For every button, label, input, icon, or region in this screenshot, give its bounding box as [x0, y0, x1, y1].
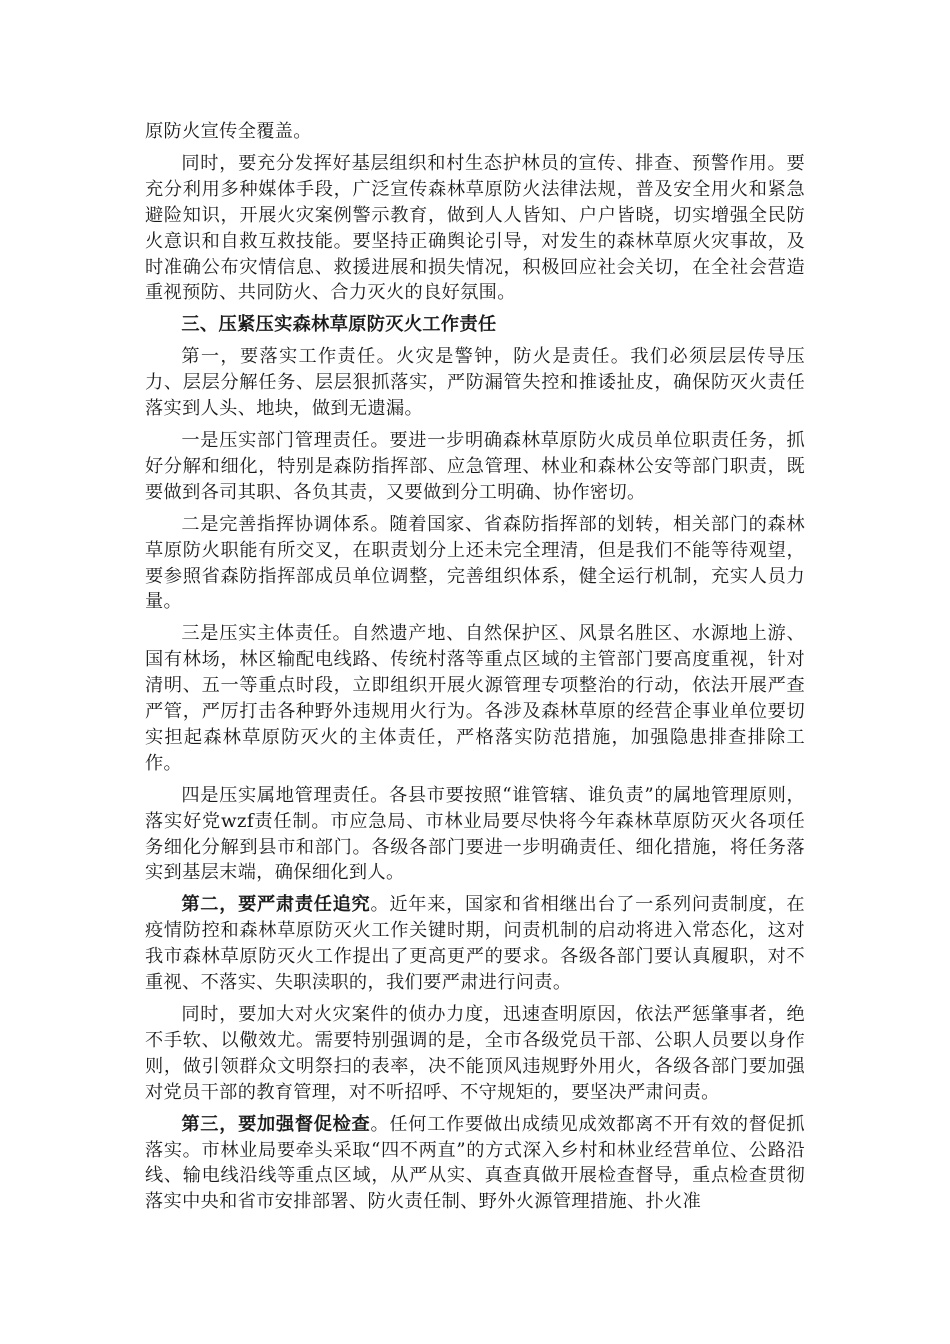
section-heading-3: 三、压紧压实森林草原防灭火工作责任 [181, 314, 497, 336]
paragraph-main-responsibility: 三是压实主体责任。自然遗产地、自然保护区、风景名胜区、水源地上游、国有林场，林区输配电线路、传统村落等重点区域的主管部门要高度重视，针对清明、五一等重点时段，立即组织开展火源管理专项整治的行动，依法开展严查严管，严厉打击各种野外违规用火行为。各涉及森林草原的经营企事业单位要切实担起森林草原防灭火的主体责任，严格落实防范措施，加强隐患排查排除工作。 [145, 623, 805, 774]
document-body [145, 119, 805, 1221]
paragraph-accountability [145, 892, 805, 996]
paragraph-command-system: 二是完善指挥协调体系。随着国家、省森防指挥部的划转，相关部门的森林草原防火职能有所交叉，在职责划分上还未完全理清，但是我们不能等待观望，要参照省森防指挥部成员单位调整，完善组织体系，健全运行机制，充实人员力量。 [145, 513, 805, 613]
paragraph-investigation: 同时，要加大对火灾案件的侦办力度，迅速查明原因，依法严惩肇事者，绝不手软、以儆效尤。需要特别强调的是，全市各级党员干部、公职人员要以身作则，做引领群众文明祭扫的表率，决不能顶风违规野外用火，各级各部门要加强对党员干部的教育管理，对不听招呼、不守规矩的，要坚决严肃问责。 [145, 1004, 805, 1103]
paragraph-body-second: 。近年来，国家和省相继出台了一系列问责制度，在疫情防控和森林草原防灭火工作关键时期，问责机制的启动将进入常态化，这对我市森林草原防灭火工作提出了更高更严的要求。各级各部门要认真履职，对不重视、不落实、失职渎职的，我们要严肃进行问责。 [145, 894, 805, 994]
paragraph-department-responsibility: 一是压实部门管理责任。要进一步明确森林草原防火成员单位职责任务，抓好分解和细化，特别是森防指挥部、应急管理、林业和森林公安等部门职责，既要做到各司其职、各负其责，又要做到分工明确、协作密切。 [145, 429, 805, 503]
paragraph-publicity: 同时，要充分发挥好基层组织和村生态护林员的宣传、排查、预警作用。要充分利用多种媒体手段，广泛宣传森林草原防火法律法规，普及安全用火和紧急避险知识，开展火灾案例警示教育，做到人人皆知、户户皆晓，切实增强全民防火意识和自救互救技能。要坚持正确舆论引导，对发生的森林草原火灾事故，及时准确公布灾情信息、救援进展和损失情况，积极回应社会关切，在全社会营造重视预防、共同防火、合力灭火的良好氛围。 [145, 152, 805, 304]
paragraph-body-third: 。任何工作要做出成绩见成效都离不开有效的督促抓落实。市林业局要牵头采取“四不两直”的方式深入乡村和林业经营单位、公路沿线、输电线沿线等重点区域，从严从实、真查真做开展检查督导，重点检查贯彻落实中央和省市安排部署、防火责任制、野外火源管理措施、扑火准 [145, 1113, 805, 1213]
paragraph-territorial-responsibility: 四是压实属地管理责任。各县市要按照“谁管辖、谁负责”的属地管理原则，落实好党wzf责任制。市应急局、市林业局要尽快将今年森林草原防灭火各项任务细化分解到县市和部门。各级各部门要进一步明确责任、细化措施，将任务落实到基层末端，确保细化到人。 [145, 784, 805, 884]
paragraph-first-responsibility: 第一，要落实工作责任。火灾是警钟，防火是责任。我们必须层层传导压力、层层分解任务、层层狠抓落实，严防漏管失控和推诿扯皮，确保防灭火责任落实到人头、地块，做到无遗漏。 [145, 346, 805, 420]
paragraph-continued: 原防火宣传全覆盖。 [145, 121, 312, 142]
paragraph-supervision [145, 1112, 805, 1216]
paragraph-lead-second: 第二，要严肃责任追究 [181, 894, 371, 916]
paragraph-lead-third: 第三，要加强督促检查 [181, 1113, 371, 1135]
